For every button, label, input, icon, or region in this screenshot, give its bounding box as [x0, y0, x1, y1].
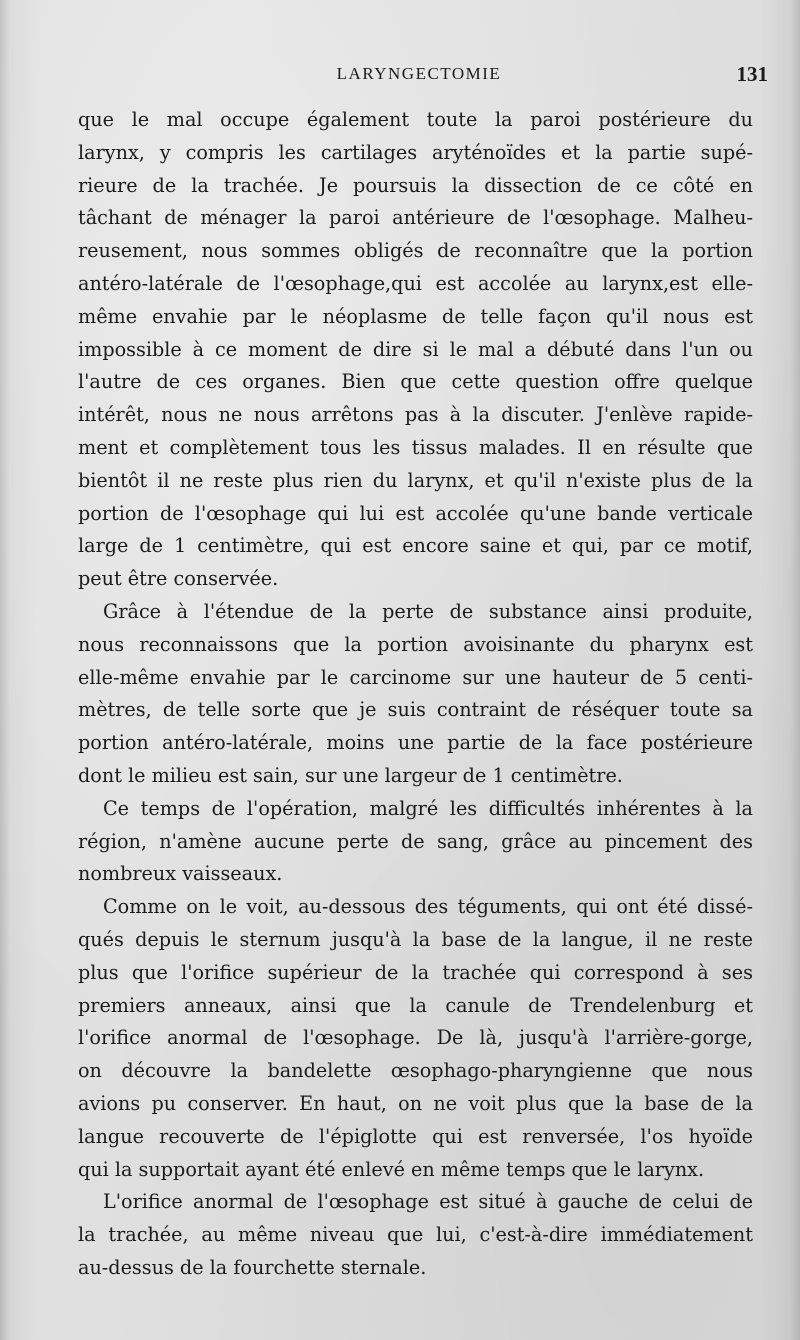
text-line: région, n'amène aucune perte de sang, grâce au pincement des — [78, 829, 753, 853]
text-line: intérêt, nous ne nous arrêtons pas à la discuter. J'enlève rapide- — [78, 403, 753, 427]
text-line: nous reconnaissons que la portion avoisinante du pharynx est — [78, 632, 753, 656]
text-line: bientôt il ne reste plus rien du larynx, et qu'il n'existe plus de la — [78, 468, 753, 492]
page-number: 131 — [736, 62, 768, 86]
text-line: antéro-latérale de l'œsophage,qui est accolée au larynx,est elle- — [78, 271, 753, 295]
text-line: langue recouverte de l'épiglotte qui est renversée, l'os hyoïde — [78, 1124, 753, 1148]
text-line: nombreux vaisseaux. — [78, 862, 283, 886]
text-line: même envahie par le néoplasme de telle façon qu'il nous est — [78, 304, 753, 328]
text-line: impossible à ce moment de dire si le mal a débuté dans l'un ou — [78, 337, 753, 361]
text-line: plus que l'orifice supérieur de la trachée qui correspond à ses — [78, 960, 753, 984]
text-line: l'autre de ces organes. Bien que cette question offre quelque — [78, 370, 753, 394]
text-line: Grâce à l'étendue de la perte de substance ainsi produite, — [103, 599, 753, 623]
text-line: larynx, y compris les cartilages aryténoïdes et la partie supé- — [78, 140, 753, 164]
text-line: ment et complètement tous les tissus malades. Il en résulte que — [78, 435, 753, 459]
text-line: qui la supportait ayant été enlevé en même temps que le larynx. — [78, 1157, 705, 1181]
text-line: Comme on le voit, au-dessous des téguments, qui ont été dissé- — [103, 895, 753, 919]
text-line: L'orifice anormal de l'œsophage est situé à gauche de celui de — [103, 1190, 753, 1214]
running-title: LARYNGECTOMIE — [336, 64, 502, 83]
text-line: Ce temps de l'opération, malgré les difficultés inhérentes à la — [103, 796, 753, 820]
text-line: au-dessus de la fourchette sternale. — [78, 1255, 427, 1279]
text-line: que le mal occupe également toute la paroi postérieure du — [78, 108, 753, 131]
text-line: dont le milieu est sain, sur une largeur de 1 centimètre. — [78, 763, 623, 787]
text-line: elle-même envahie par le carcinome sur une hauteur de 5 centi- — [78, 665, 753, 689]
text-line: portion antéro-latérale, moins une partie de la face postérieure — [78, 731, 753, 755]
text-line: l'orifice anormal de l'œsophage. De là, jusqu'à l'arrière-gorge, — [78, 1026, 753, 1050]
text-line: la trachée, au même niveau que lui, c'est-à-dire immédiatement — [78, 1223, 753, 1247]
text-line: mètres, de telle sorte que je suis contraint de réséquer toute sa — [78, 698, 753, 722]
text-line: avions pu conserver. En haut, on ne voit plus que la base de la — [78, 1091, 753, 1115]
text-line: large de 1 centimètre, qui est encore saine et qui, par ce motif, — [78, 534, 753, 558]
text-line: tâchant de ménager la paroi antérieure de l'œsophage. Malheu- — [78, 206, 753, 230]
text-line: reusement, nous sommes obligés de reconnaître que la portion — [78, 239, 753, 263]
text-line: qués depuis le sternum jusqu'à la base de la langue, il ne reste — [78, 927, 753, 951]
text-line: premiers anneaux, ainsi que la canule de Trendelenburg et — [78, 993, 753, 1017]
body-text — [78, 104, 753, 1285]
text-line: peut être conservée. — [78, 567, 279, 591]
text-line: rieure de la trachée. Je poursuis la dissection de ce côté en — [78, 173, 753, 197]
running-head — [0, 62, 800, 90]
text-line: on découvre la bandelette œsophago-pharyngienne que nous — [78, 1059, 753, 1083]
text-line: portion de l'œsophage qui lui est accolée qu'une bande verticale — [78, 501, 753, 525]
